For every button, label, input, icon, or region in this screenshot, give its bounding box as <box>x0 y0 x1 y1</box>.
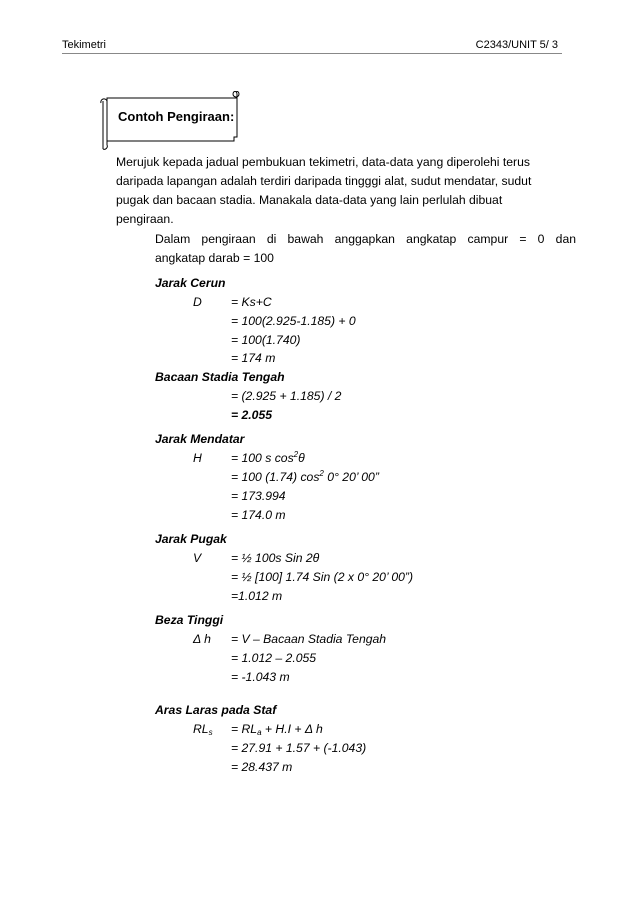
formula-line: = 1.012 – 2.055 <box>231 651 317 665</box>
formula-line: =1.012 m <box>231 589 283 603</box>
formula-symbol: Δ h <box>193 632 211 646</box>
formula-line: = 28.437 m <box>231 760 293 774</box>
header-right: C2343/UNIT 5/ 3 <box>475 39 558 51</box>
formula-line: = (2.925 + 1.185) / 2 <box>231 389 342 403</box>
formula-line: = 100 (1.74) $\cos^2 0^\circ$ 20’ 00” <box>231 469 379 484</box>
formula-symbol: H <box>193 451 202 465</box>
formula-line: = ½ [100] 1.74 Sin (2 x 0° 20’ 00”) <box>231 570 414 584</box>
formula-line: = 100(2.925-1.185) + 0 <box>231 314 356 328</box>
formula-symbol: $RL_s$ <box>193 722 213 737</box>
section-title-beza-tinggi: Beza Tinggi <box>155 613 224 627</box>
assumption-line: Dalam pengiraan di bawah anggapkan angkatap campur = 0 dan <box>155 232 576 246</box>
intro-line: pengiraan. <box>116 212 174 226</box>
assumption-line: angkatap darab = 100 <box>155 251 274 265</box>
formula-result: = 2.055 <box>231 408 273 422</box>
example-box-title: Contoh Pengiraan: <box>118 109 235 124</box>
section-title-bacaan-stadia: Bacaan Stadia Tengah <box>155 370 285 384</box>
intro-line: pugak dan bacaan stadia. Manakala data-data yang lain perlulah dibuat <box>116 193 503 207</box>
formula-line: = ½ 100s Sin 2θ <box>231 551 320 565</box>
section-title-jarak-pugak: Jarak Pugak <box>155 532 227 546</box>
header-rule <box>62 53 562 54</box>
formula-line: = 174.0 m <box>231 508 286 522</box>
formula-line: = 100(1.740) <box>231 333 301 347</box>
formula-symbol: D <box>193 295 202 309</box>
section-title-jarak-cerun: Jarak Cerun <box>155 276 226 290</box>
formula-line: = 174 m <box>231 351 276 365</box>
formula-line: = 27.91 + 1.57 + (-1.043) <box>231 741 367 755</box>
formula-symbol: V <box>193 551 202 565</box>
formula-line: = 100 s $\cos^2\theta$ <box>231 450 305 465</box>
formula-line: = 173.994 <box>231 489 286 503</box>
formula-line: = V – Bacaan Stadia Tengah <box>231 632 387 646</box>
section-title-jarak-mendatar: Jarak Mendatar <box>155 432 245 446</box>
section-title-aras-laras: Aras Laras pada Staf <box>155 703 277 717</box>
intro-line: daripada lapangan adalah terdiri daripada tingggi alat, sudut mendatar, sudut <box>116 174 532 188</box>
intro-line: Merujuk kepada jadual pembukuan tekimetri, data-data yang diperolehi terus <box>116 155 530 169</box>
header-left: Tekimetri <box>62 39 107 51</box>
formula-line: = $RL_a + H.I + \Delta$ h <box>231 722 323 737</box>
formula-line: = -1.043 m <box>231 670 290 684</box>
formula-line: = Ks+C <box>231 295 272 309</box>
